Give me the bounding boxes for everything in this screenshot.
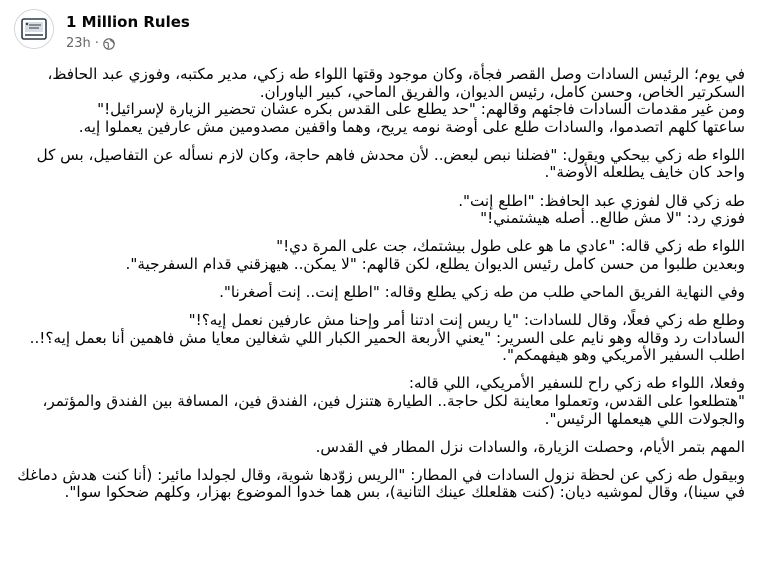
avatar[interactable] xyxy=(14,9,54,49)
post-paragraph: في يوم؛ الرئيس السادات وصل القصر فجأة، وكان موجود وقتها اللواء طه زكي، مدير مكتبه، وفوزي عبد الحافظ، السكرتير الخاص، وحسن كامل، رئيس الديوان، والفريق الماحي، كبير الياوران. ومن غير مقدمات السادات فاجئهم وقالهم: "حد يطلع على القدس بكره عشان تحضير الزيارة لإسرائيل!" ساعتها كلهم اتصدموا، والسادات طلع على أوضة نومه يريح، وهما واقفين مصدومين مش عارفين يعملوا إيه. xyxy=(47,65,745,136)
post-body xyxy=(15,66,745,512)
post-paragraph: وطلع طه زكي فعلًا، وقال للسادات: "يا ريس إنت ادتنا أمر وإحنا مش عارفين نعمل إيه؟!" السادات رد وقاله وهو نايم على السرير: "يعني الأربعة الحمير الكبار اللي شغالين معايا مش فاهمين أنا بعمل إيه؟!.. اطلب السفير الأمريكي وهو هيفهمكم". xyxy=(29,311,745,365)
globe-icon[interactable] xyxy=(103,38,115,50)
post-timestamp[interactable]: 23h xyxy=(66,36,91,51)
post-paragraph: المهم بتمر الأيام، وحصلت الزيارة، والسادات نزل المطار في القدس. xyxy=(315,437,745,456)
post-paragraph: وبيقول طه زكي عن لحظة نزول السادات في المطار: "الريس زوّدها شوية، وقال لجولدا مائير: (أنا كنت هدش دماغك في سينا)، وقال لموشيه ديان: (كنت هقلعلك عينك التانية)، بس هما خدوا الموضوع بهزار، وكلهم ضحكوا سوا". xyxy=(17,465,745,502)
post-paragraph: وفي النهاية الفريق الماحي طلب من طه زكي يطلع وقاله: "اطلع إنت.. إنت أصغرنا". xyxy=(219,282,745,301)
post-paragraph: طه زكي قال لفوزي عبد الحافظ: "اطلع إنت". فوزي رد: "لا مش طالع.. أصله هيشتمني!" xyxy=(458,191,745,228)
page-name-link[interactable]: 1 Million Rules xyxy=(66,13,190,31)
post-paragraph: اللواء طه زكي قاله: "عادي ما هو على طول بيشتمك، جت على المرة دي!" وبعدين طلبوا من حسن كامل رئيس الديوان يطلع، لكن قالهم: "لا يمكن.. هيهزقني قدام السفرجية". xyxy=(125,237,745,273)
post-paragraph: اللواء طه زكي بيحكي ويقول: "فضلنا نبص لبعض.. لأن محدش فاهم حاجة، وكان لازم نسأله عن التفاصيل، بس كل واحد كان خايف يطلعله الأوضة". xyxy=(36,145,745,182)
meta-separator: · xyxy=(94,36,99,51)
post-paragraph: وفعلا، اللواء طه زكي راح للسفير الأمريكي، اللي قاله: "هتطلعوا على القدس، وتعملوا معاينة لكل حاجة.. الطيارة هتنزل فين، الفندق فين، المسافة بين الفندق والمؤتمر، والجولات اللي هيعملها الرئيس". xyxy=(42,374,745,428)
post-meta xyxy=(66,36,115,51)
page-logo-icon xyxy=(15,10,53,48)
post-header xyxy=(0,0,763,62)
